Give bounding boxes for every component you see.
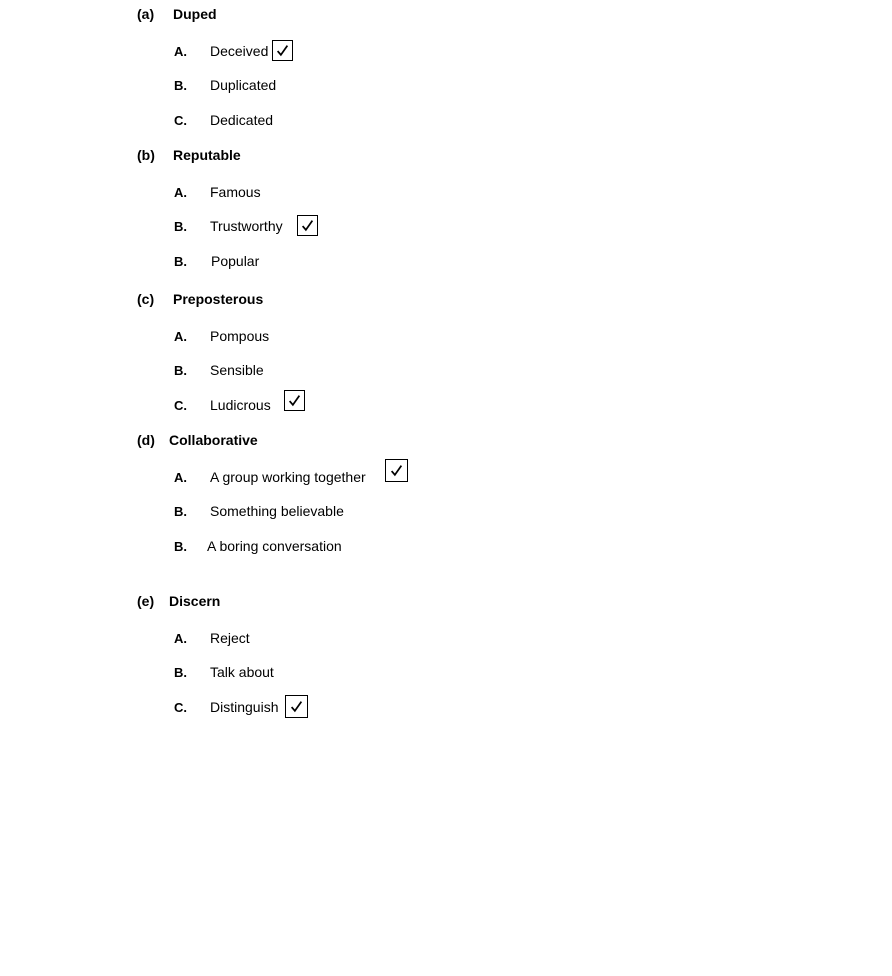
option-text: Distinguish <box>210 699 279 715</box>
answer-checkbox-checked[interactable] <box>385 459 408 482</box>
checkmark-icon <box>290 700 303 713</box>
option-letter: B. <box>174 254 187 269</box>
option-text: Trustworthy <box>210 218 283 234</box>
question-number: (e) <box>137 593 155 609</box>
option-text: Ludicrous <box>210 397 271 413</box>
option-text: Talk about <box>210 664 274 680</box>
checkmark-icon <box>288 394 301 407</box>
option-letter: A. <box>174 44 187 59</box>
option-letter: B. <box>174 219 187 234</box>
question-word: Preposterous <box>173 291 264 307</box>
option-text: A boring conversation <box>207 538 342 554</box>
option-text: Something believable <box>210 503 344 519</box>
option-text: Dedicated <box>210 112 274 128</box>
option-text: Deceived <box>210 43 269 59</box>
option-letter: B. <box>174 665 187 680</box>
question-word: Discern <box>169 593 221 609</box>
question-number: (c) <box>137 291 155 307</box>
option-letter: B. <box>174 504 187 519</box>
option-text: A group working together <box>210 469 366 485</box>
option-text: Reject <box>210 630 250 646</box>
checkmark-icon <box>276 44 289 57</box>
answer-checkbox-checked[interactable] <box>285 695 308 718</box>
option-letter: B. <box>174 363 187 378</box>
option-letter: C. <box>174 700 187 715</box>
option-letter: A. <box>174 185 187 200</box>
option-text: Sensible <box>210 362 264 378</box>
question-word: Reputable <box>173 147 241 163</box>
option-letter: A. <box>174 470 187 485</box>
option-letter: A. <box>174 329 187 344</box>
option-text: Popular <box>211 253 260 269</box>
question-word: Duped <box>173 6 217 22</box>
option-letter: B. <box>174 78 187 93</box>
answer-checkbox-checked[interactable] <box>297 215 318 236</box>
option-letter: C. <box>174 113 187 128</box>
question-word: Collaborative <box>169 432 258 448</box>
answer-checkbox-checked[interactable] <box>272 40 293 61</box>
option-letter: C. <box>174 398 187 413</box>
question-number: (a) <box>137 6 155 22</box>
option-letter: A. <box>174 631 187 646</box>
checkmark-icon <box>390 464 403 477</box>
question-number: (d) <box>137 432 155 448</box>
checkmark-icon <box>301 219 314 232</box>
option-text: Duplicated <box>210 77 277 93</box>
answer-checkbox-checked[interactable] <box>284 390 305 411</box>
question-number: (b) <box>137 147 155 163</box>
option-letter: B. <box>174 539 187 554</box>
option-text: Famous <box>210 184 261 200</box>
option-text: Pompous <box>210 328 270 344</box>
